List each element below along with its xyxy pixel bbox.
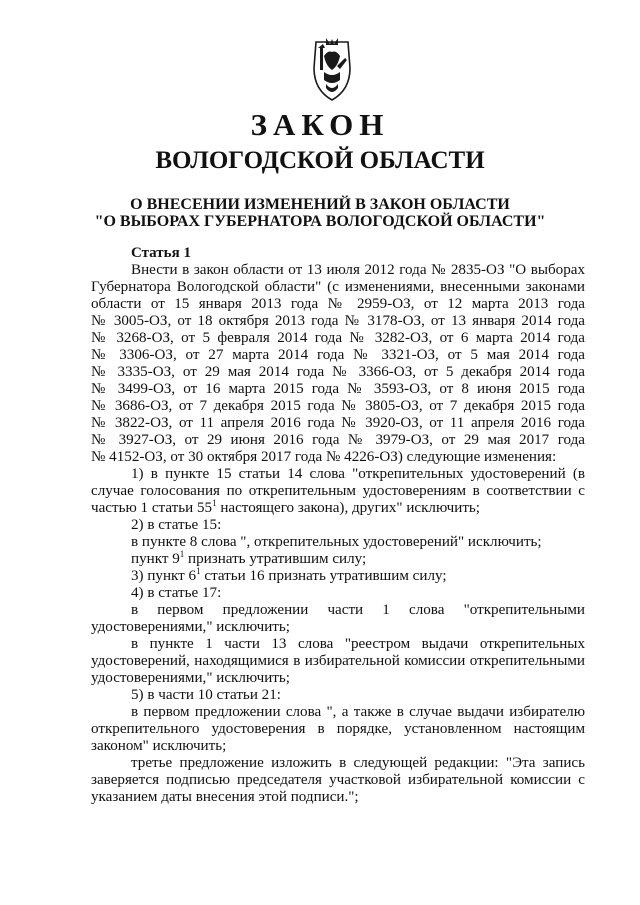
intro-line: Губернатора Вологодской области" (с изменениями, внесенными законами bbox=[91, 279, 585, 295]
item-5: 5) в части 10 статьи 21: bbox=[131, 687, 281, 703]
law-title: ЗАКОН bbox=[250, 107, 390, 142]
intro-line: № 3686-ОЗ, от 7 декабря 2015 года № 3805-ОЗ, от 7 декабря 2015 года bbox=[91, 398, 585, 414]
intro-line: № 3005-ОЗ, от 18 октября 2013 года № 3178-ОЗ, от 13 января 2014 года bbox=[91, 313, 585, 329]
item-5-a: в первом предложении слова ", а также в случае выдачи избирателю открепительного удостоверения в порядке, установленном настоящим законом" исключить; bbox=[91, 704, 585, 754]
intro-line: № 3335-ОЗ, от 29 мая 2014 года № 3366-ОЗ, от 5 декабря 2014 года bbox=[91, 364, 585, 380]
coat-of-arms-emblem bbox=[304, 36, 360, 104]
item-4-a: в первом предложении части 1 слова "открепительными удостоверениями," исключить; bbox=[91, 602, 585, 635]
law-title-line-2: "О ВЫБОРАХ ГУБЕРНАТОРА ВОЛОГОДСКОЙ ОБЛАСТИ" bbox=[94, 213, 546, 230]
law-title-line-1: О ВНЕСЕНИИ ИЗМЕНЕНИЙ В ЗАКОН ОБЛАСТИ bbox=[130, 196, 510, 213]
item-4: 4) в статье 17: bbox=[131, 585, 222, 601]
intro-line: № 3822-ОЗ, от 11 апреля 2016 года № 3920-ОЗ, от 11 апреля 2016 года bbox=[91, 415, 585, 431]
intro-line: № 4152-ОЗ, от 30 октября 2017 года № 4226-ОЗ) следующие изменения: bbox=[91, 449, 557, 465]
region-name: ВОЛОГОДСКОЙ ОБЛАСТИ bbox=[155, 147, 485, 174]
item-5-b: третье предложение изложить в следующей редакции: "Эта запись заверяется подписью председателя участковой избирательной комиссии с указанием даты внесения этой подписи."; bbox=[91, 755, 585, 805]
item-2-b: пункт $9^1$ признать утратившим силу; bbox=[131, 549, 367, 567]
intro-line: № 3306-ОЗ, от 27 марта 2014 года № 3321-ОЗ, от 5 мая 2014 года bbox=[91, 347, 585, 363]
article-heading: Статья 1 bbox=[131, 245, 191, 261]
intro-line: № 3268-ОЗ, от 5 февраля 2014 года № 3282-ОЗ, от 6 марта 2014 года bbox=[91, 330, 585, 346]
intro-line: области от 15 января 2013 года № 2959-ОЗ, от 12 марта 2013 года bbox=[91, 296, 585, 312]
item-4-b: в пункте 1 части 13 слова "реестром выдачи открепительных удостоверений, находящимися в избирательной комиссии открепительными удостоверениями," исключить; bbox=[91, 636, 585, 686]
intro-line: № 3927-ОЗ, от 29 июня 2016 года № 3979-ОЗ, от 29 мая 2017 года bbox=[91, 432, 585, 448]
item-3: 3) пункт $6^1$ статьи 16 признать утратившим силу; bbox=[131, 566, 447, 584]
document-body bbox=[91, 262, 585, 806]
item-2-a: в пункте 8 слова ", открепительных удостоверений" исключить; bbox=[131, 534, 542, 550]
item-1: 1) в пункте 15 статьи 14 слова "открепительных удостоверений (в случае голосования по открепительным удостоверениям в соответствии с частью 1 статьи $55^1$ настоящего закона), других" исключить; bbox=[91, 466, 585, 516]
intro-line: Внести в закон области от 13 июля 2012 года № 2835-ОЗ "О выборах bbox=[131, 262, 585, 278]
intro-line: № 3499-ОЗ, от 16 марта 2015 года № 3593-ОЗ, от 8 июня 2015 года bbox=[91, 381, 585, 397]
item-2: 2) в статье 15: bbox=[131, 517, 222, 533]
